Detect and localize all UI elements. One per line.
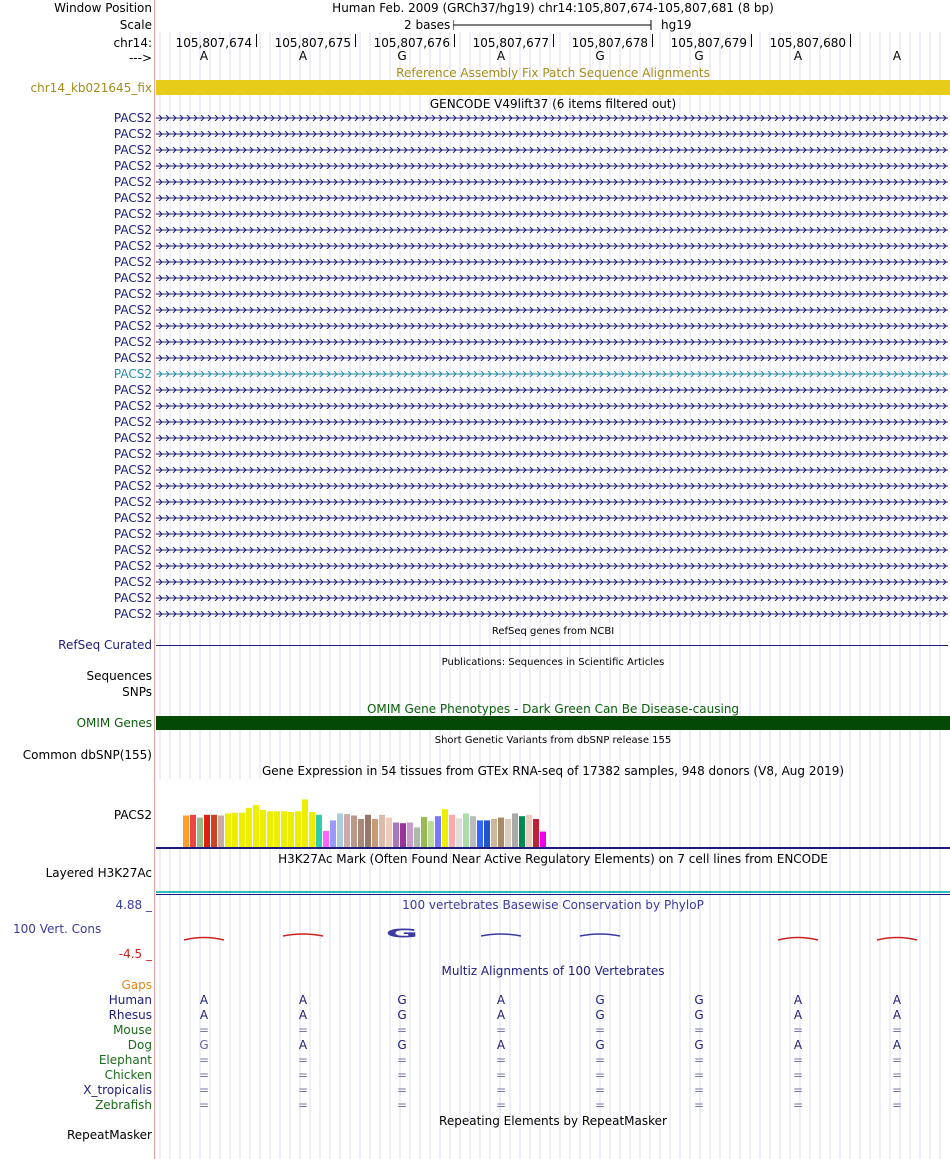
gtex-bar [267, 811, 273, 847]
refseq-line[interactable] [156, 645, 948, 646]
multiz-species-label[interactable]: Elephant [98, 1053, 152, 1067]
dbsnp-title: Short Genetic Variants from dbSNP release 155 [434, 735, 672, 746]
gtex-bar [218, 816, 224, 848]
multiz-base: = [594, 1098, 606, 1112]
multiz-base: A [793, 1038, 803, 1052]
multiz-base: A [496, 1038, 506, 1052]
multiz-species-label[interactable]: Rhesus [108, 1008, 152, 1022]
ruler-position: 105,807,678 [571, 36, 648, 50]
gencode-gene-label[interactable]: PACS2 [113, 527, 152, 541]
multiz-base: = [495, 1023, 507, 1037]
phylop-score [184, 938, 224, 941]
gencode-transcript[interactable] [156, 211, 948, 217]
gencode-transcript[interactable] [156, 547, 948, 553]
multiz-base: G [595, 1008, 605, 1022]
phylop-ymax: 4.88 _ [115, 898, 152, 912]
gencode-transcript[interactable] [156, 307, 948, 313]
multiz-base: A [298, 1038, 308, 1052]
omim-title: OMIM Gene Phenotypes - Dark Green Can Be Disease-causing [366, 702, 740, 716]
multiz-base: G [595, 1038, 605, 1052]
gtex-bar [372, 819, 378, 847]
gencode-gene-label[interactable]: PACS2 [113, 239, 152, 253]
gtex-bar [351, 816, 357, 848]
h3k27ac-baseline [156, 894, 950, 895]
multiz-base: = [396, 1098, 408, 1112]
multiz-base: = [891, 1098, 903, 1112]
gtex-bar [435, 816, 441, 847]
gencode-gene-label[interactable]: PACS2 [113, 399, 152, 413]
gencode-gene-label[interactable]: PACS2 [113, 303, 152, 317]
omim-bar[interactable] [156, 716, 950, 730]
reference-base: A [496, 49, 506, 63]
chrom-label: chr14: [113, 36, 152, 50]
multiz-base: G [595, 993, 605, 1007]
multiz-base: = [396, 1083, 408, 1097]
gtex-bar [421, 817, 427, 847]
scale-text: 2 bases [404, 18, 451, 32]
gencode-transcript[interactable] [156, 499, 948, 505]
multiz-base: G [397, 1008, 407, 1022]
multiz-base: A [892, 993, 902, 1007]
gtex-bar [498, 818, 504, 847]
multiz-base: = [396, 1053, 408, 1067]
multiz-base: G [694, 1008, 704, 1022]
gencode-transcript[interactable] [156, 291, 948, 297]
gtex-bar [302, 799, 308, 847]
ruler-tick [454, 34, 455, 47]
strand-label: ---> [128, 51, 152, 65]
gtex-bar [442, 809, 448, 847]
gtex-bar [309, 812, 315, 847]
gencode-gene-label[interactable]: PACS2 [113, 143, 152, 157]
phylop-ymin: -4.5 _ [118, 947, 152, 961]
refseq-title: RefSeq genes from NCBI [491, 626, 615, 637]
multiz-base: G [397, 993, 407, 1007]
gencode-gene-label[interactable]: PACS2 [113, 319, 152, 333]
ruler-position: 105,807,674 [175, 36, 252, 50]
multiz-base: A [892, 1008, 902, 1022]
ruler-tick [850, 34, 851, 47]
multiz-base: A [199, 993, 209, 1007]
gtex-bar [323, 831, 329, 847]
gtex-bar [519, 816, 525, 847]
fix-patch-label[interactable]: chr14_kb021645_fix [30, 81, 152, 95]
gencode-transcript[interactable] [156, 403, 948, 409]
multiz-base: = [297, 1098, 309, 1112]
gencode-title: GENCODE V49lift37 (6 items filtered out) [429, 97, 677, 111]
gtex-bar [211, 815, 217, 847]
multiz-base: A [496, 993, 506, 1007]
multiz-base: = [792, 1023, 804, 1037]
gencode-transcript[interactable] [156, 419, 948, 425]
multiz-base: = [594, 1023, 606, 1037]
gtex-bar [386, 818, 392, 847]
multiz-base: = [495, 1083, 507, 1097]
gtex-bar [428, 821, 434, 847]
gencode-transcript[interactable] [156, 131, 948, 137]
gencode-transcript[interactable] [156, 243, 948, 249]
gencode-gene-label[interactable]: PACS2 [113, 607, 152, 621]
h3k27ac-title: H3K27Ac Mark (Often Found Near Active Regulatory Elements) on 7 cell lines from ENCODE [278, 852, 828, 866]
gencode-gene-label[interactable]: PACS2 [113, 367, 152, 381]
gencode-transcript[interactable] [156, 115, 948, 121]
ruler-position: 105,807,680 [769, 36, 846, 50]
ruler-tick [751, 34, 752, 47]
gtex-bar [358, 819, 364, 847]
multiz-base: = [693, 1023, 705, 1037]
phylop-logo-letter: G [385, 925, 419, 941]
scale-bar [453, 18, 653, 32]
gtex-bar [540, 832, 546, 847]
gencode-transcript[interactable] [156, 371, 948, 377]
multiz-base: G [694, 1038, 704, 1052]
multiz-species-label[interactable]: Zebrafish [95, 1098, 152, 1112]
window-position-label: Window Position [54, 1, 152, 15]
gtex-bar [533, 819, 539, 847]
gencode-transcript[interactable] [156, 163, 948, 169]
phylop-score [580, 934, 620, 936]
multiz-base: A [199, 1008, 209, 1022]
gencode-gene-label[interactable]: PACS2 [113, 543, 152, 557]
multiz-base: A [496, 1008, 506, 1022]
multiz-base: = [297, 1068, 309, 1082]
multiz-base: = [792, 1068, 804, 1082]
scale-label: Scale [119, 18, 152, 32]
gtex-bar [491, 819, 497, 847]
sequences-label[interactable]: Sequences [86, 669, 152, 683]
ruler-position: 105,807,679 [670, 36, 747, 50]
gencode-gene-label[interactable]: PACS2 [113, 223, 152, 237]
gencode-transcript[interactable] [156, 179, 948, 185]
gtex-bar [316, 815, 322, 847]
multiz-base: = [495, 1053, 507, 1067]
gencode-gene-label[interactable]: PACS2 [113, 575, 152, 589]
repeatmasker-title: Repeating Elements by RepeatMasker [439, 1114, 667, 1128]
assembly-title: Human Feb. 2009 (GRCh37/hg19) chr14:105,807,674-105,807,681 (8 bp) [332, 1, 774, 15]
label-separator [154, 0, 155, 1159]
gencode-transcript[interactable] [156, 611, 948, 617]
multiz-species-label[interactable]: Dog [127, 1038, 152, 1052]
h3k27ac-label[interactable]: Layered H3K27Ac [45, 866, 152, 880]
gtex-bar [295, 811, 301, 847]
multiz-base: = [396, 1023, 408, 1037]
gencode-gene-label[interactable]: PACS2 [113, 127, 152, 141]
phylop-plot[interactable] [156, 915, 950, 955]
multiz-species-label[interactable]: Mouse [113, 1023, 152, 1037]
gtex-bar [232, 813, 238, 847]
multiz-base: = [495, 1068, 507, 1082]
gtex-bar [400, 823, 406, 847]
gtex-bar [330, 820, 336, 847]
reference-base: A [793, 49, 803, 63]
gencode-transcript[interactable] [156, 531, 948, 537]
gencode-gene-label[interactable]: PACS2 [113, 287, 152, 301]
multiz-base: = [792, 1053, 804, 1067]
phylop-score [481, 934, 521, 936]
db-text: hg19 [661, 18, 692, 32]
ruler-tick [355, 34, 356, 47]
publications-title: Publications: Sequences in Scientific Articles [441, 657, 665, 668]
multiz-base: = [693, 1083, 705, 1097]
gencode-gene-label[interactable]: PACS2 [113, 495, 152, 509]
reference-base: A [892, 49, 902, 63]
gaps-label[interactable]: Gaps [121, 978, 152, 992]
phylop-score [778, 938, 818, 941]
ruler-position: 105,807,675 [274, 36, 351, 50]
gtex-bar [204, 815, 210, 847]
gtex-title: Gene Expression in 54 tissues from GTEx RNA-seq of 17382 samples, 948 donors (V8, Aug 2019) [261, 764, 845, 778]
ruler-tick [652, 34, 653, 47]
gencode-transcript[interactable] [156, 195, 948, 201]
gtex-bar [337, 813, 343, 847]
gtex-bar [288, 812, 294, 847]
multiz-base: = [198, 1098, 210, 1112]
gtex-bar [379, 815, 385, 847]
phylop-score [877, 938, 917, 941]
phylop-score [283, 934, 323, 936]
multiz-base: A [892, 1038, 902, 1052]
gtex-bar [512, 813, 518, 847]
multiz-base: = [594, 1068, 606, 1082]
gtex-label[interactable]: PACS2 [113, 808, 152, 822]
multiz-base: G [199, 1038, 209, 1052]
gtex-bar [183, 816, 189, 848]
multiz-base: = [594, 1083, 606, 1097]
gtex-bar [456, 818, 462, 847]
gencode-gene-label[interactable]: PACS2 [113, 559, 152, 573]
phylop-title: 100 vertebrates Basewise Conservation by PhyloP [402, 898, 704, 912]
gencode-gene-label[interactable]: PACS2 [113, 351, 152, 365]
gtex-bar [463, 813, 469, 847]
gencode-transcript[interactable] [156, 483, 948, 489]
multiz-species-label[interactable]: Chicken [104, 1068, 152, 1082]
gencode-transcript[interactable] [156, 451, 948, 457]
multiz-base: G [694, 993, 704, 1007]
gencode-transcript[interactable] [156, 579, 948, 585]
multiz-base: = [297, 1023, 309, 1037]
gtex-bar [190, 815, 196, 847]
repeatmasker-label[interactable]: RepeatMasker [66, 1128, 152, 1142]
multiz-base: = [891, 1068, 903, 1082]
fix-patch-title: Reference Assembly Fix Patch Sequence Alignments [396, 66, 710, 80]
gtex-bar [414, 827, 420, 847]
gencode-gene-label[interactable]: PACS2 [113, 271, 152, 285]
gtex-bar [484, 820, 490, 847]
gencode-gene-label[interactable]: PACS2 [113, 111, 152, 125]
gencode-gene-label[interactable]: PACS2 [113, 175, 152, 189]
multiz-base: A [793, 1008, 803, 1022]
multiz-base: = [297, 1053, 309, 1067]
reference-base: G [595, 49, 605, 63]
gencode-gene-label[interactable]: PACS2 [113, 383, 152, 397]
multiz-base: = [396, 1068, 408, 1082]
gtex-bar [281, 811, 287, 847]
ruler-position: 105,807,676 [373, 36, 450, 50]
multiz-base: A [298, 1008, 308, 1022]
multiz-species-label[interactable]: Human [108, 993, 152, 1007]
gtex-bar [470, 816, 476, 847]
multiz-base: = [198, 1023, 210, 1037]
snps-label[interactable]: SNPs [122, 685, 152, 699]
multiz-base: = [891, 1083, 903, 1097]
gencode-transcript[interactable] [156, 339, 948, 345]
multiz-base: = [495, 1098, 507, 1112]
gencode-transcript[interactable] [156, 595, 948, 601]
gencode-gene-label[interactable]: PACS2 [113, 463, 152, 477]
gtex-bar [526, 815, 532, 847]
gencode-gene-label[interactable]: PACS2 [113, 191, 152, 205]
multiz-base: G [397, 1038, 407, 1052]
refseq-label[interactable]: RefSeq Curated [58, 638, 152, 652]
multiz-base: = [792, 1083, 804, 1097]
multiz-title: Multiz Alignments of 100 Vertebrates [441, 964, 665, 978]
multiz-base: = [693, 1068, 705, 1082]
multiz-base: = [792, 1098, 804, 1112]
ruler-tick [553, 34, 554, 47]
gencode-transcript[interactable] [156, 435, 948, 441]
multiz-base: = [891, 1053, 903, 1067]
gtex-bar [407, 823, 413, 848]
gtex-bar [365, 815, 371, 847]
gtex-bar [477, 820, 483, 847]
gtex-bar [260, 810, 266, 847]
gencode-transcript[interactable] [156, 147, 948, 153]
gencode-gene-label[interactable]: PACS2 [113, 415, 152, 429]
multiz-base: A [793, 993, 803, 1007]
reference-base: A [298, 49, 308, 63]
gencode-transcript[interactable] [156, 323, 948, 329]
gtex-bar [505, 819, 511, 847]
gencode-transcript[interactable] [156, 467, 948, 473]
fix-patch-bar[interactable] [156, 80, 950, 95]
multiz-base: = [693, 1053, 705, 1067]
gencode-transcript[interactable] [156, 355, 948, 361]
multiz-base: A [298, 993, 308, 1007]
gtex-bar [239, 813, 245, 847]
gencode-gene-label[interactable]: PACS2 [113, 335, 152, 349]
multiz-base: = [198, 1083, 210, 1097]
reference-base: G [694, 49, 704, 63]
gencode-gene-label[interactable]: PACS2 [113, 207, 152, 221]
phylop-label[interactable]: 100 Vert. Cons [13, 922, 102, 936]
gtex-bar-chart[interactable] [156, 779, 950, 851]
multiz-base: = [198, 1053, 210, 1067]
gencode-transcript[interactable] [156, 275, 948, 281]
dbsnp-label[interactable]: Common dbSNP(155) [22, 748, 152, 762]
gencode-transcript[interactable] [156, 259, 948, 265]
gtex-bar [393, 823, 399, 848]
gtex-bar [246, 808, 252, 847]
reference-base: A [199, 49, 209, 63]
gencode-transcript[interactable] [156, 515, 948, 521]
ruler-tick [256, 34, 257, 47]
gtex-bar [449, 815, 455, 847]
gencode-gene-label[interactable]: PACS2 [113, 255, 152, 269]
ruler-position: 105,807,677 [472, 36, 549, 50]
multiz-base: = [297, 1083, 309, 1097]
gtex-bar [274, 811, 280, 847]
gencode-transcript[interactable] [156, 227, 948, 233]
reference-base: G [397, 49, 407, 63]
gencode-gene-label[interactable]: PACS2 [113, 159, 152, 173]
multiz-base: = [693, 1098, 705, 1112]
gencode-gene-label[interactable]: PACS2 [113, 431, 152, 445]
multiz-base: = [594, 1053, 606, 1067]
gencode-gene-label[interactable]: PACS2 [113, 447, 152, 461]
multiz-base: = [198, 1068, 210, 1082]
h3k27ac-signal-line[interactable] [156, 891, 950, 893]
multiz-base: = [891, 1023, 903, 1037]
gencode-gene-label[interactable]: PACS2 [113, 479, 152, 493]
gencode-transcript[interactable] [156, 563, 948, 569]
multiz-species-label[interactable]: X_tropicalis [83, 1083, 152, 1097]
gtex-bar [197, 818, 203, 847]
gtex-bar [253, 805, 259, 847]
gtex-bar [225, 813, 231, 847]
gtex-bar [344, 814, 350, 847]
gencode-transcript[interactable] [156, 387, 948, 393]
gencode-gene-label[interactable]: PACS2 [113, 591, 152, 605]
omim-label[interactable]: OMIM Genes [76, 716, 152, 730]
gencode-gene-label[interactable]: PACS2 [113, 511, 152, 525]
